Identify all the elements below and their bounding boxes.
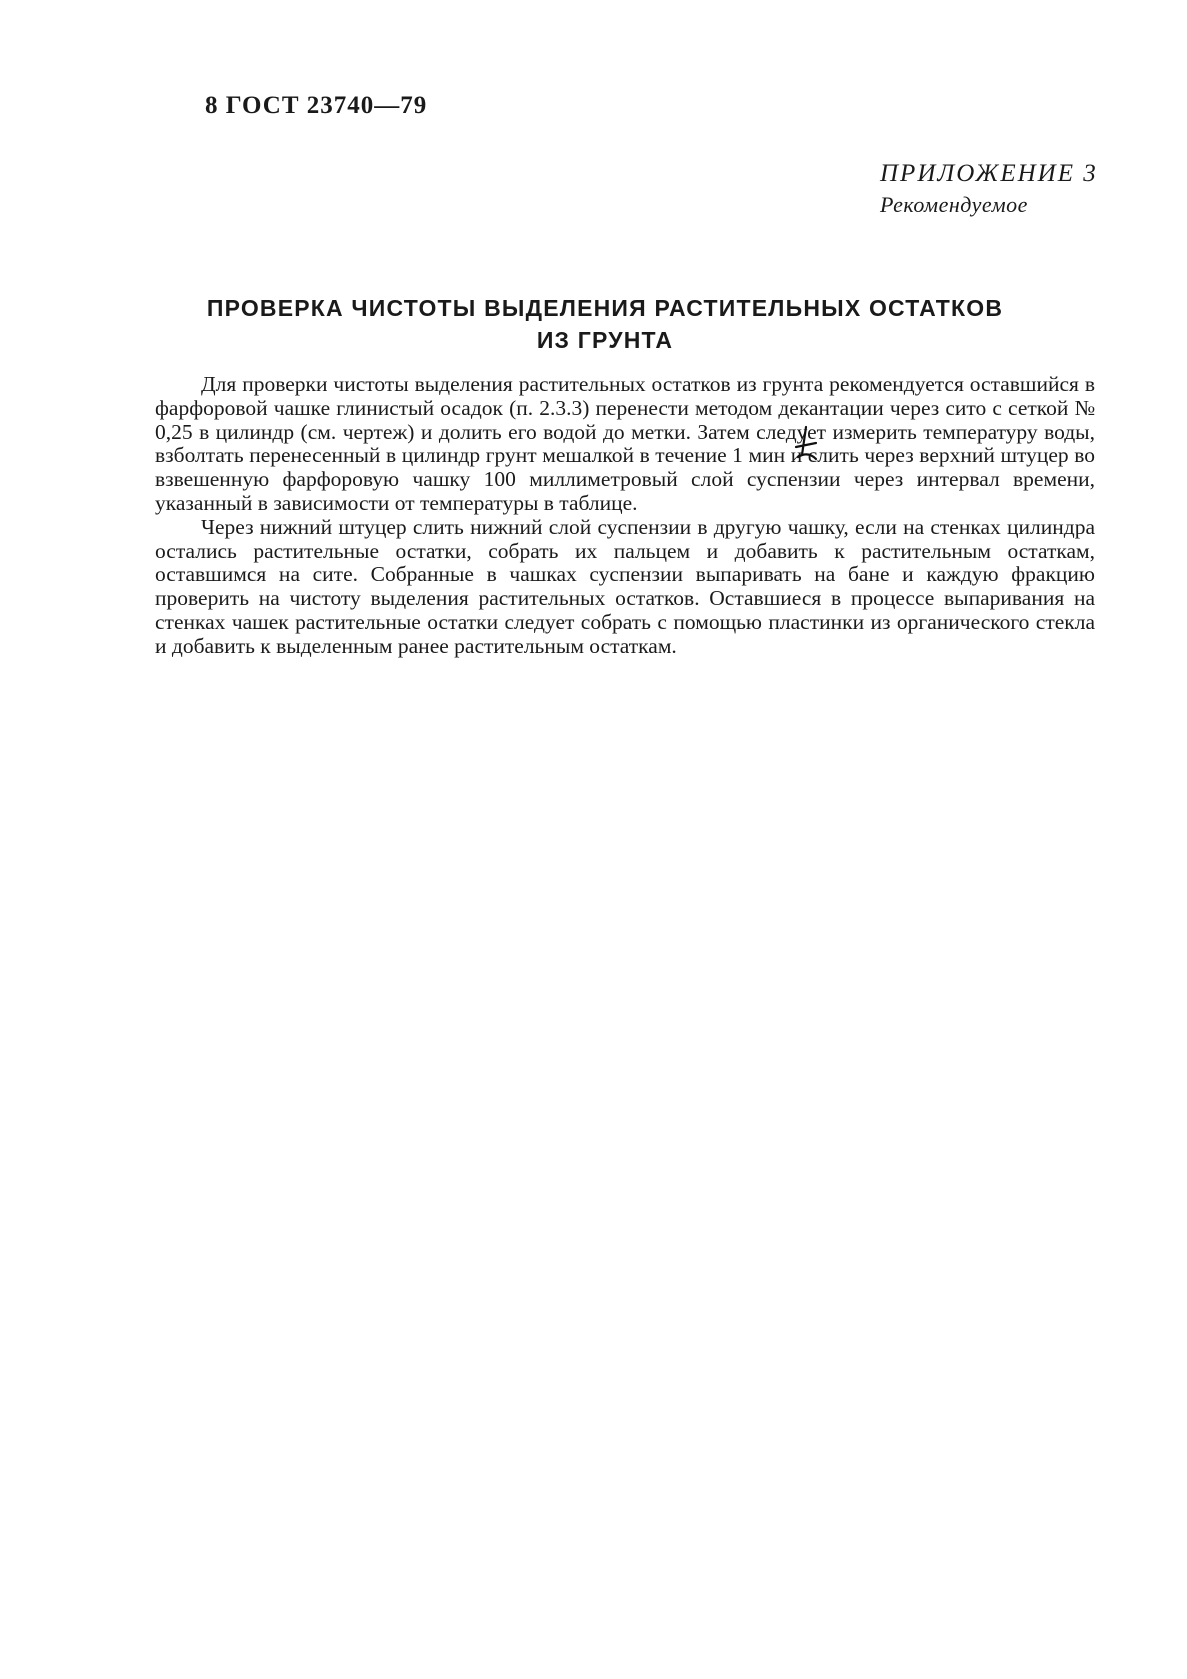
paragraph: Для проверки чистоты выделения растительных остатков из грунта рекомендуется оставшийся в фарфоровой чашке глинистый осадок (п. 2.3.3) перенести методом декантации через сито с сеткой № 0,25 в цилиндр (см. чертеж) и долить его водой до метки. Затем следует измерить температуру воды, взболтать перенесенный в цилиндр грунт мешалкой в течение 1 мин и слить через верхний штуцер во взвешенную фарфоровую чашку 100 миллиметровый слой суспензии через интервал времени, указанный в зависимости от температуры в таблице.: [155, 372, 1095, 515]
appendix-status: Рекомендуемое: [880, 192, 1028, 217]
title-line-1: ПРОВЕРКА ЧИСТОТЫ ВЫДЕЛЕНИЯ РАСТИТЕЛЬНЫХ ОСТАТКОВ: [206, 295, 1004, 321]
title-line-2: ИЗ ГРУНТА: [536, 327, 674, 353]
paragraph: Через нижний штуцер слить нижний слой суспензии в другую чашку, если на стенках цилиндра остались растительные остатки, собрать их пальцем и добавить к растительным остаткам, оставшимся на сите. Собранные в чашках суспензии выпаривать на бане и каждую фракцию проверить на чистоту выделения растительных остатков. Оставшиеся в процессе выпаривания на стенках чашек растительные остатки следует собрать с помощью пластинки из органического стекла и добавить к выделенным ранее растительным остаткам.: [155, 514, 1095, 658]
handwritten-correction-mark: [792, 425, 820, 465]
appendix-title: ПРИЛОЖЕНИЕ 3: [880, 160, 1098, 187]
page-header: 8 ГОСТ 23740—79: [205, 92, 428, 119]
document-title: [150, 292, 1060, 356]
body-text: [155, 373, 1095, 659]
appendix-block: [880, 160, 1130, 218]
